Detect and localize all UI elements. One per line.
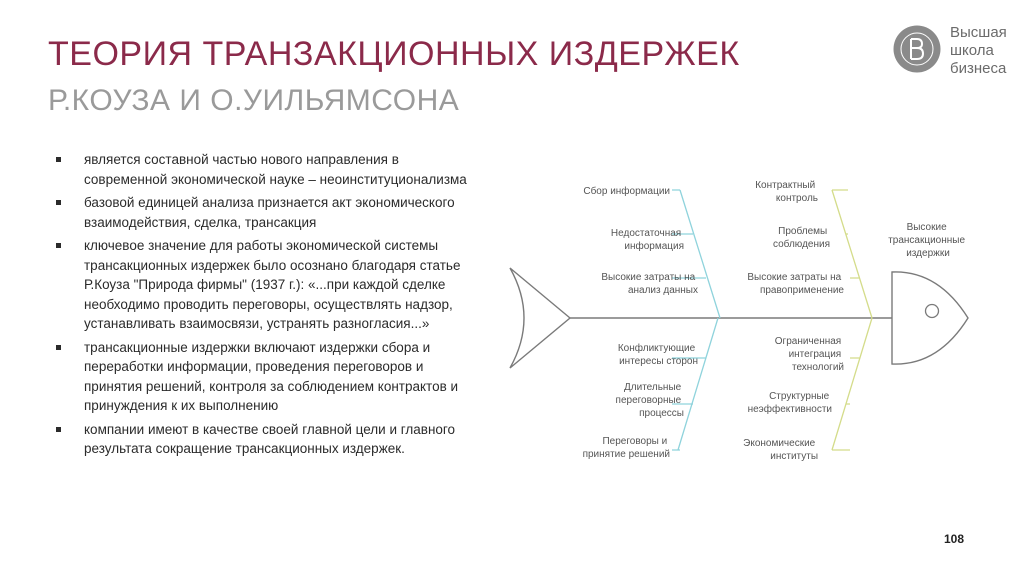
- bullet-item: [56, 338, 476, 416]
- bullet-item: [56, 420, 476, 459]
- fishbone-branch-right-top: [832, 190, 872, 318]
- label-top-right-3: Высокие затраты на правоприменение: [747, 272, 844, 296]
- bullet-item: [56, 150, 476, 189]
- bullet-text: базовой единицей анализа признается акт экономического взаимодействия, сделка, трансакция: [84, 195, 455, 230]
- label-top-right-1: Контрактный контроль: [755, 180, 818, 204]
- logo-wordmark: [950, 24, 1007, 78]
- hse-logo: [888, 22, 1018, 82]
- bullet-marker: [56, 427, 61, 432]
- bullet-marker: [56, 200, 61, 205]
- bullet-list: [56, 150, 476, 463]
- label-bottom-left-3: Переговоры и принятие решений: [582, 436, 670, 460]
- label-fish-head: Высокие трансакционные издержки: [888, 222, 966, 259]
- fish-tail: [510, 268, 570, 368]
- label-top-left-3: Высокие затраты на анализ данных: [601, 272, 698, 296]
- fishbone-branch-left-top: [672, 190, 720, 318]
- bullet-text: компании имеют в качестве своей главной цели и главного результата сокращение трансакционных издержек.: [84, 421, 456, 456]
- bullet-marker: [56, 345, 61, 350]
- bullet-item: [56, 193, 476, 232]
- hse-seal-icon: [892, 24, 942, 74]
- bullet-text: является составной частью нового направления в современной экономической науке – неоинституционализма: [84, 152, 467, 187]
- label-bottom-right-1: Ограниченная интеграция технологий: [774, 336, 844, 373]
- label-top-right-2: Проблемы соблюдения: [773, 226, 830, 250]
- logo-line-3: бизнеса: [950, 60, 1007, 77]
- bullet-item: [56, 236, 476, 334]
- label-bottom-left-2: Длительные переговорные процессы: [615, 382, 684, 419]
- logo-line-1: Высшая: [950, 24, 1007, 41]
- bullet-marker: [56, 243, 61, 248]
- label-bottom-right-2: Структурные неэффективности: [747, 391, 832, 415]
- fish-head: [892, 272, 968, 364]
- bullet-marker: [56, 157, 61, 162]
- page-number: 108: [944, 532, 965, 546]
- slide-title: ТЕОРИЯ ТРАНЗАКЦИОННЫХ ИЗДЕРЖЕК: [48, 35, 740, 73]
- label-top-left-2: Недостаточная информация: [610, 228, 684, 252]
- label-bottom-right-3: Экономические институты: [743, 438, 818, 462]
- slide-subtitle: Р.КОУЗА И О.УИЛЬЯМСОНА: [48, 84, 460, 117]
- fishbone-diagram: [488, 168, 988, 478]
- label-top-left-1: Сбор информации: [583, 186, 670, 197]
- bullet-text: трансакционные издержки включают издержки сбора и переработки информации, проведения переговоров и принятия решений, контроля за соблюдением контрактов и принуждения к их выполнению: [84, 339, 459, 413]
- bullet-text: ключевое значение для работы экономической системы трансакционных издержек было осознано благодаря статье Р.Коуза "Природа фирмы" (1937 г.): «...при каждой сделке необходимо проводить переговоры, осуществлять надзор, устанавливать взаимосвязи, устранять разногласия...»: [84, 238, 461, 331]
- logo-line-2: школа: [950, 42, 994, 59]
- label-bottom-left-1: Конфликтующие интересы сторон: [617, 343, 698, 367]
